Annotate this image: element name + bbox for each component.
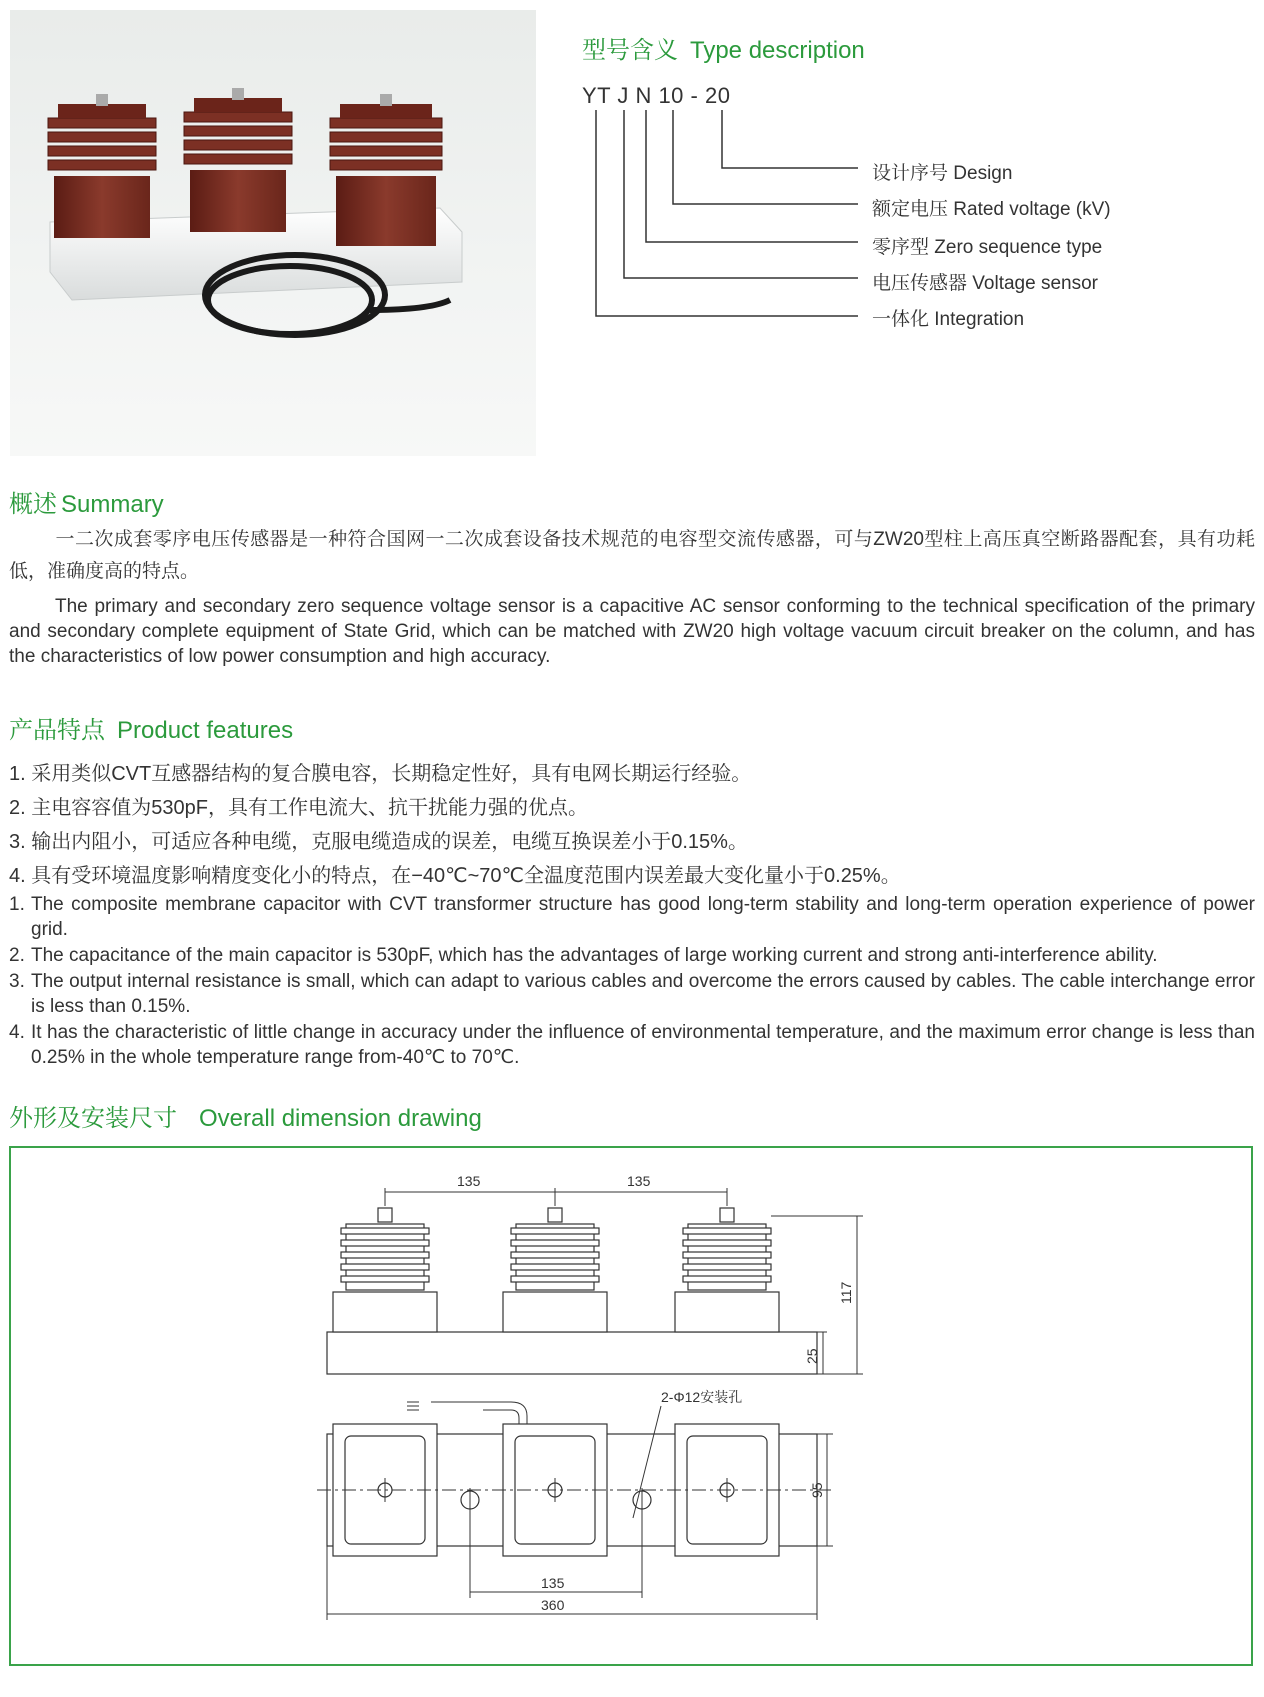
summary-zh-content: 一二次成套零序电压传感器是一种符合国网一二次成套设备技术规范的电容型交流传感器，可与ZW20型柱上高压真空断路器配套，具有功耗低，准确度高的特点。 bbox=[9, 529, 1255, 582]
elevation-insulator-left bbox=[333, 1208, 437, 1332]
feature-en-4 bbox=[9, 1020, 1255, 1070]
feature-text: The composite membrane capacitor with CVT transformer structure has good long-term stability and long-term operation experience of power grid. bbox=[31, 894, 1255, 940]
elevation-insulator-right bbox=[675, 1208, 779, 1332]
summary-en-content: The primary and secondary zero sequence voltage sensor is a capacitive AC sensor conforming to the technical specification of the primary and secondary complete equipment of State Grid, which can be matched with ZW20 high voltage vacuum circuit breaker on the column, and has the characteristics of low power consumption and high accuracy. bbox=[9, 596, 1255, 667]
drawing-heading bbox=[9, 1098, 482, 1133]
feature-number: 3. bbox=[9, 971, 25, 992]
feature-zh-2: 2. 主电容容值为530pF，具有工作电流大、抗干扰能力强的优点。 bbox=[9, 797, 588, 819]
feature-en-1 bbox=[9, 892, 1255, 942]
elevation-insulator-middle bbox=[503, 1208, 607, 1332]
summary-text-en bbox=[9, 594, 1255, 669]
feature-zh-4: 4. 具有受环境温度影响精度变化小的特点，在−40℃~70℃全温度范围内误差最大变化量小于0.25%。 bbox=[9, 865, 901, 887]
feature-number: 2. bbox=[9, 945, 25, 966]
dim-width-depth: 95 bbox=[809, 1482, 825, 1498]
heading-en: Product features bbox=[117, 717, 294, 744]
feature-text: It has the characteristic of little change in accuracy under the influence of environmental temperature, and the maximum error change is less than 0.25% in the whole temperature range from-40℃ to 70℃. bbox=[31, 1022, 1255, 1068]
feature-text: The capacitance of the main capacitor is 530pF, which has the advantages of large working current and strong anti-interference ability. bbox=[31, 945, 1158, 966]
dim-top-right: 135 bbox=[627, 1173, 651, 1189]
dimension-drawing-frame bbox=[9, 1146, 1253, 1666]
feature-zh-3: 3. 输出内阻小，可适应各种电缆，克服电缆造成的误差，电缆互换误差小于0.15%。 bbox=[9, 831, 748, 853]
summary-text-zh bbox=[9, 524, 1255, 588]
heading-en: Summary bbox=[61, 491, 164, 518]
heading-zh: 产品特点 bbox=[9, 717, 105, 744]
heading-en: Overall dimension drawing bbox=[199, 1105, 482, 1132]
dim-top-left: 135 bbox=[457, 1173, 481, 1189]
legend-integration: 一体化 Integration bbox=[872, 309, 1025, 330]
legend-voltage-sensor: 电压传感器 Voltage sensor bbox=[872, 273, 1098, 294]
feature-en-3 bbox=[9, 969, 1255, 1019]
summary-heading bbox=[9, 484, 164, 519]
heading-zh: 型号含义 bbox=[582, 37, 678, 64]
legend-rated-voltage: 额定电压 Rated voltage (kV) bbox=[872, 199, 1111, 220]
feature-en-2 bbox=[9, 943, 1255, 968]
legend-zero-sequence: 零序型 Zero sequence type bbox=[872, 237, 1103, 258]
heading-en: Type description bbox=[690, 37, 865, 64]
feature-number: 4. bbox=[9, 1022, 25, 1043]
dim-mount-holes: 2-Φ12安装孔 bbox=[661, 1389, 743, 1405]
dimension-drawing-final bbox=[11, 1148, 1251, 1664]
dim-hole-spacing: 135 bbox=[541, 1575, 565, 1591]
heading-zh: 概述 bbox=[9, 491, 57, 518]
features-heading bbox=[9, 710, 293, 745]
dim-base-height: 25 bbox=[804, 1348, 820, 1364]
elevation-base bbox=[327, 1332, 817, 1374]
dim-length-total: 360 bbox=[541, 1597, 565, 1613]
feature-number: 1. bbox=[9, 894, 25, 915]
type-code: YT J N 10 - 20 bbox=[582, 83, 731, 108]
feature-text: The output internal resistance is small, which can adapt to various cables and overcome the errors caused by cables. The cable interchange error is less than 0.15%. bbox=[31, 971, 1255, 1017]
legend-design: 设计序号 Design bbox=[872, 163, 1013, 184]
feature-zh-1: 1. 采用类似CVT互感器结构的复合膜电容，长期稳定性好，具有电网长期运行经验。 bbox=[9, 763, 752, 785]
heading-zh: 外形及安装尺寸 bbox=[9, 1105, 177, 1132]
dim-height-total: 117 bbox=[838, 1281, 854, 1304]
